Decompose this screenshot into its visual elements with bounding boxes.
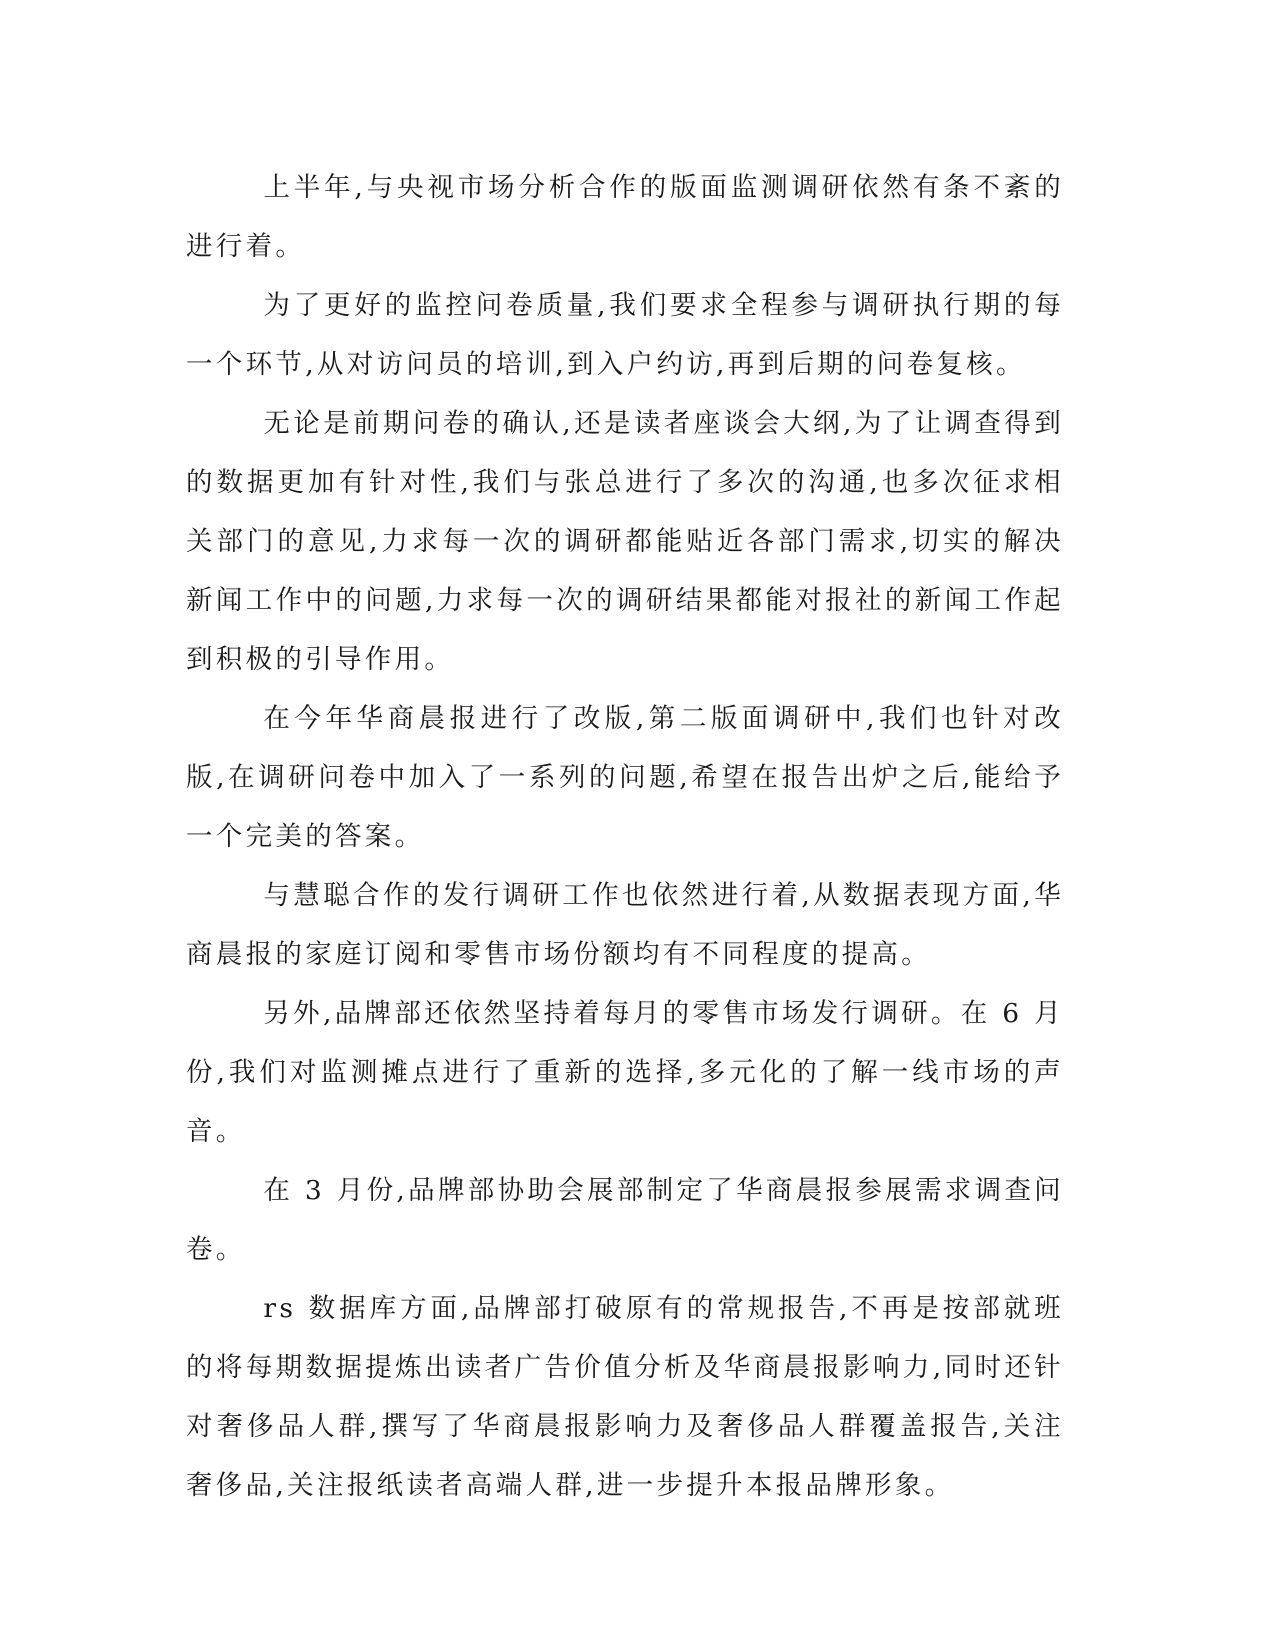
paragraph-3: 无论是前期问卷的确认,还是读者座谈会大纲,为了让调查得到的数据更加有针对性,我们与张总进行了多次的沟通,也多次征求相关部门的意见,力求每一次的调研都能贴近各部门需求,切实的解决新闻工作中的问题,力求每一次的调研结果都能对报社的新闻工作起到积极的引导作用。 <box>186 408 1064 675</box>
paragraph-1: 上半年,与央视市场分析合作的版面监测调研依然有条不紊的进行着。 <box>186 172 1064 262</box>
paragraph-5: 与慧聪合作的发行调研工作也依然进行着,从数据表现方面,华商晨报的家庭订阅和零售市场份额均有不同程度的提高。 <box>186 880 1064 970</box>
paragraph-7: 在 3 月份,品牌部协助会展部制定了华商晨报参展需求调查问卷。 <box>186 1175 1064 1265</box>
document-body <box>186 158 1064 1515</box>
paragraph-8: rs 数据库方面,品牌部打破原有的常规报告,不再是按部就班的将每期数据提炼出读者广告价值分析及华商晨报影响力,同时还针对奢侈品人群,撰写了华商晨报影响力及奢侈品人群覆盖报告,关注奢侈品,关注报纸读者高端人群,进一步提升本报品牌形象。 <box>186 1293 1064 1501</box>
paragraph-2: 为了更好的监控问卷质量,我们要求全程参与调研执行期的每一个环节,从对访问员的培训,到入户约访,再到后期的问卷复核。 <box>186 290 1064 380</box>
paragraph-4: 在今年华商晨报进行了改版,第二版面调研中,我们也针对改版,在调研问卷中加入了一系列的问题,希望在报告出炉之后,能给予一个完美的答案。 <box>186 703 1064 852</box>
paragraph-6: 另外,品牌部还依然坚持着每月的零售市场发行调研。在 6 月份,我们对监测摊点进行了重新的选择,多元化的了解一线市场的声音。 <box>186 998 1064 1147</box>
